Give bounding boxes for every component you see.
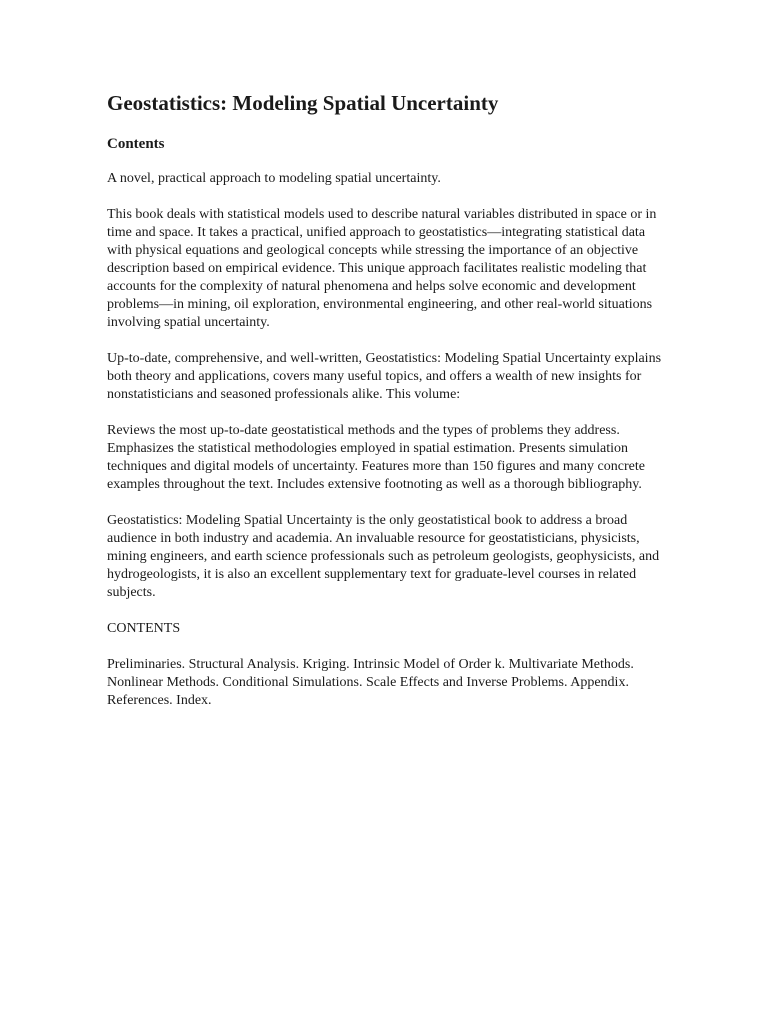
chapter-list-paragraph: Preliminaries. Structural Analysis. Kriging. Intrinsic Model of Order k. Multivariate Methods. Nonlinear Methods. Conditional Simulations. Scale Effects and Inverse Problems. Appendix. References. Index. xyxy=(107,657,634,709)
document-title: Geostatistics: Modeling Spatial Uncertainty xyxy=(107,91,499,115)
tagline-paragraph: A novel, practical approach to modeling spatial uncertainty. xyxy=(107,171,441,187)
document-page xyxy=(107,91,667,710)
audience-paragraph: Geostatistics: Modeling Spatial Uncertainty is the only geostatistical book to address a broad audience in both industry and academia. An invaluable resource for geostatisticians, physicists, mining engineers, and earth science professionals such as petroleum geologists, geophysicists, and hydrogeologists, it is also an excellent supplementary text for graduate-level courses in related subjects. xyxy=(107,513,660,601)
overview-paragraph: Up-to-date, comprehensive, and well-written, Geostatistics: Modeling Spatial Uncertainty explains both theory and applications, covers many useful topics, and offers a wealth of new insights for nonstatisticians and seasoned professionals alike. This volume: xyxy=(107,351,662,403)
contents-label: CONTENTS xyxy=(107,621,181,637)
contents-heading: Contents xyxy=(107,136,165,153)
description-paragraph: This book deals with statistical models used to describe natural variables distributed in space or in time and space. It takes a practical, unified approach to geostatistics—integrating statistical data with physical equations and geological concepts while stressing the importance of an objective description based on empirical evidence. This unique approach facilitates realistic modeling that accounts for the complexity of natural phenomena and helps solve economic and development problems—in mining, oil exploration, environmental engineering, and other real-world situations involving spatial uncertainty. xyxy=(107,207,657,331)
features-paragraph: Reviews the most up-to-date geostatistical methods and the types of problems they address. Emphasizes the statistical methodologies employed in spatial estimation. Presents simulation techniques and digital models of uncertainty. Features more than 150 figures and many concrete examples throughout the text. Includes extensive footnoting as well as a thorough bibliography. xyxy=(107,423,645,493)
